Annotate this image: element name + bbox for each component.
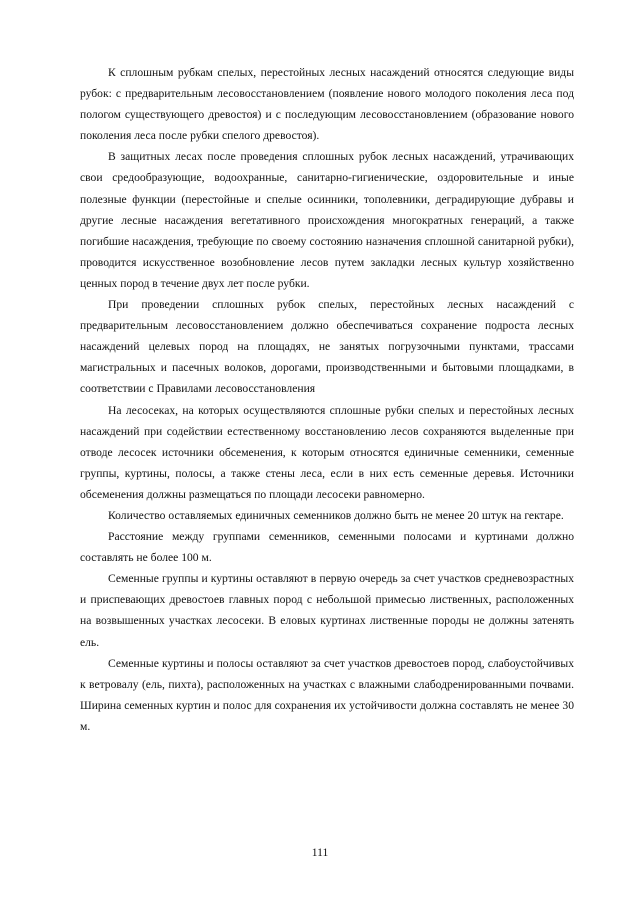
paragraph: На лесосеках, на которых осуществляются сплошные рубки спелых и перестойных лесных насаждений при содействии естественному восстановлению лесов сохраняются выделенные при отводе лесосек источники обсеменения, к которым относятся единичные семенники, семенные группы, куртины, полосы, а также стены леса, если в них есть семенные деревья. Источники обсеменения должны размещаться по площади лесосеки равномерно. <box>80 403 574 501</box>
paragraph: В защитных лесах после проведения сплошных рубок лесных насаждений, утрачивающих свои средообразующие, водоохранные, санитарно-гигиенические, оздоровительные и иные полезные функции (перестойные и спелые осинники, тополевники, деградирующие дубравы и другие лесные насаждения вегетативного происхождения многократных генераций, а также погибшие насаждения, требующие по своему состоянию назначения сплошной санитарной рубки), проводится искусственное возобновление лесов путем закладки лесных культур хозяйственно ценных пород в течение двух лет после рубки. <box>80 150 574 290</box>
paragraph: К сплошным рубкам спелых, перестойных лесных насаждений относятся следующие виды рубок: с предварительным лесовосстановлением (появление нового молодого поколения леса под пологом существующего древостоя) и с последующим лесовосстановлением (образование нового поколения леса после рубки спелого древостоя). <box>80 66 574 143</box>
paragraph: Семенные куртины и полосы оставляют за счет участков древостоев пород, слабоустойчивых к ветровалу (ель, пихта), расположенных на участках с влажными слабодренированными почвами. Ширина семенных куртин и полос для сохранения их устойчивости должна составлять не менее 30 м. <box>80 656 574 733</box>
paragraph: Семенные группы и куртины оставляют в первую очередь за счет участков средневозрастных и приспевающих древостоев главных пород с небольшой примесью лиственных, расположенных на возвышенных участках лесосеки. В еловых куртинах лиственные породы не должны затенять ель. <box>80 572 574 649</box>
body-text <box>80 62 574 737</box>
paragraph: При проведении сплошных рубок спелых, перестойных лесных насаждений с предварительным лесовосстановлением должно обеспечиваться сохранение подроста лесных насаждений целевых пород на площадях, не занятых погрузочными пунктами, трассами магистральных и пасечных волоков, дорогами, производственными и бытовыми площадками, в соответствии с Правилами лесовосстановления <box>80 298 574 396</box>
paragraph: Количество оставляемых единичных семенников должно быть не менее 20 штук на гектаре. <box>108 508 564 522</box>
paragraph: Расстояние между группами семенников, семенными полосами и куртинами должно составлять не более 100 м. <box>80 530 574 565</box>
page-number: 111 <box>311 846 329 859</box>
